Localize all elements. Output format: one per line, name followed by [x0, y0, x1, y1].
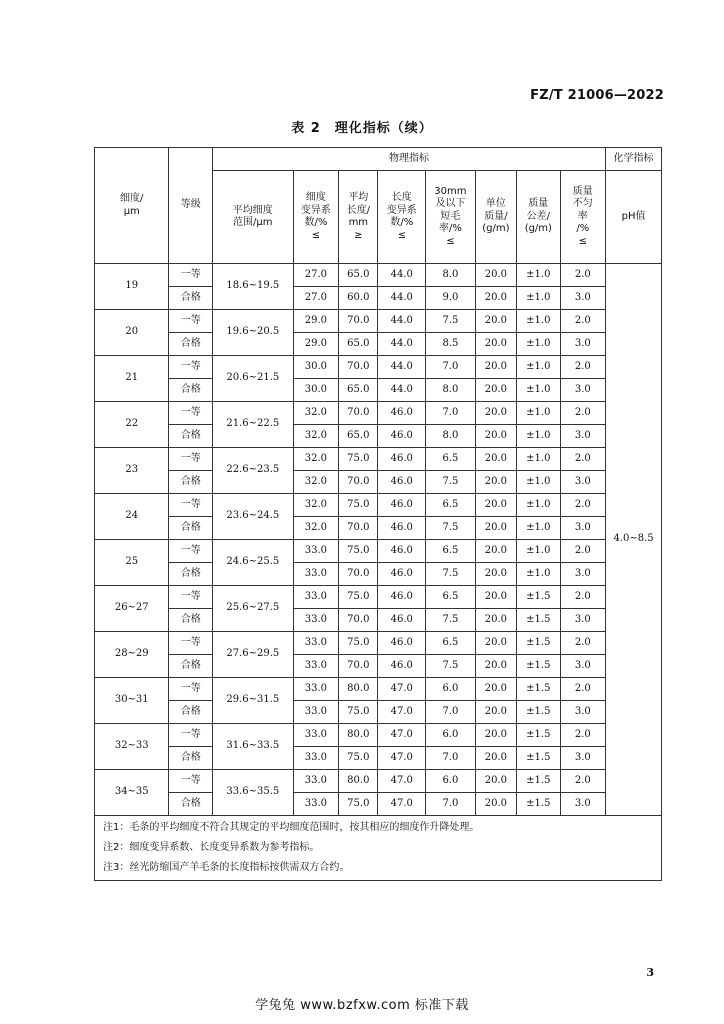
- cell-mass-unevenness: 2.0: [560, 540, 606, 563]
- cell-avg-fineness-range: 22.6~23.5: [212, 448, 293, 494]
- table-row: [95, 747, 662, 770]
- cell-unit-mass: 20.0: [475, 563, 516, 586]
- cell-mass-tolerance: ±1.5: [517, 632, 560, 655]
- table-row: [95, 540, 662, 563]
- cell-length-cv: 47.0: [378, 770, 426, 793]
- cell-short-fiber: 7.0: [426, 701, 476, 724]
- cell-short-fiber: 8.5: [426, 333, 476, 356]
- cell-mass-unevenness: 2.0: [560, 632, 606, 655]
- cell-unit-mass: 20.0: [475, 793, 516, 816]
- cell-fineness: 22: [95, 402, 169, 448]
- cell-mass-tolerance: ±1.0: [517, 379, 560, 402]
- cell-mass-unevenness: 3.0: [560, 471, 606, 494]
- table-row: [95, 770, 662, 793]
- cell-short-fiber: 7.0: [426, 793, 476, 816]
- cell-mass-unevenness: 2.0: [560, 264, 606, 287]
- cell-unit-mass: 20.0: [475, 264, 516, 287]
- cell-avg-length: 80.0: [339, 770, 378, 793]
- cell-fineness-cv: 27.0: [293, 287, 339, 310]
- note-2: 注2：细度变异系数、长度变异系数为参考指标。: [103, 842, 320, 853]
- cell-unit-mass: 20.0: [475, 655, 516, 678]
- cell-length-cv: 44.0: [378, 379, 426, 402]
- cell-avg-length: 75.0: [339, 448, 378, 471]
- cell-short-fiber: 7.0: [426, 747, 476, 770]
- cell-unit-mass: 20.0: [475, 632, 516, 655]
- cell-grade: 合格: [169, 471, 212, 494]
- cell-length-cv: 47.0: [378, 701, 426, 724]
- cell-unit-mass: 20.0: [475, 494, 516, 517]
- table-row: [95, 517, 662, 540]
- cell-avg-length: 65.0: [339, 333, 378, 356]
- cell-mass-tolerance: ±1.0: [517, 517, 560, 540]
- cell-fineness-cv: 32.0: [293, 425, 339, 448]
- table-row: [95, 563, 662, 586]
- cell-fineness-cv: 30.0: [293, 356, 339, 379]
- cell-length-cv: 46.0: [378, 655, 426, 678]
- cell-mass-unevenness: 3.0: [560, 379, 606, 402]
- cell-mass-tolerance: ±1.0: [517, 448, 560, 471]
- cell-avg-length: 70.0: [339, 356, 378, 379]
- col-header-unit-mass: 单位 质量/ (g/m): [475, 171, 516, 264]
- cell-mass-tolerance: ±1.5: [517, 770, 560, 793]
- table-body: [95, 264, 662, 816]
- table-title: 表 2 理化指标（续）: [291, 121, 433, 136]
- col-header-grade: 等级: [169, 148, 212, 264]
- cell-mass-tolerance: ±1.5: [517, 609, 560, 632]
- cell-mass-tolerance: ±1.0: [517, 425, 560, 448]
- cell-fineness-cv: 27.0: [293, 264, 339, 287]
- cell-fineness: 34~35: [95, 770, 169, 816]
- cell-fineness-cv: 33.0: [293, 747, 339, 770]
- cell-avg-fineness-range: 29.6~31.5: [212, 678, 293, 724]
- cell-mass-tolerance: ±1.0: [517, 333, 560, 356]
- cell-grade: 一等: [169, 540, 212, 563]
- cell-mass-tolerance: ±1.0: [517, 264, 560, 287]
- cell-grade: 一等: [169, 448, 212, 471]
- cell-length-cv: 47.0: [378, 747, 426, 770]
- group-header-physical: 物理指标: [212, 148, 605, 171]
- cell-length-cv: 46.0: [378, 425, 426, 448]
- cell-length-cv: 46.0: [378, 632, 426, 655]
- cell-avg-length: 65.0: [339, 264, 378, 287]
- col-header-length-cv: 长度 变异系 数/% ≤: [378, 171, 426, 264]
- table-row: [95, 701, 662, 724]
- table-row: [95, 586, 662, 609]
- cell-fineness-cv: 33.0: [293, 632, 339, 655]
- cell-grade: 一等: [169, 678, 212, 701]
- table-row: [95, 678, 662, 701]
- cell-unit-mass: 20.0: [475, 333, 516, 356]
- cell-avg-length: 75.0: [339, 494, 378, 517]
- table-row: [95, 402, 662, 425]
- table-row: [95, 310, 662, 333]
- table-notes: [95, 816, 662, 881]
- cell-mass-unevenness: 2.0: [560, 494, 606, 517]
- cell-mass-unevenness: 2.0: [560, 402, 606, 425]
- cell-length-cv: 46.0: [378, 540, 426, 563]
- cell-avg-length: 80.0: [339, 724, 378, 747]
- cell-short-fiber: 7.5: [426, 471, 476, 494]
- cell-short-fiber: 6.5: [426, 586, 476, 609]
- cell-length-cv: 47.0: [378, 793, 426, 816]
- physicochemical-table: [94, 147, 662, 881]
- cell-length-cv: 47.0: [378, 724, 426, 747]
- cell-avg-length: 70.0: [339, 310, 378, 333]
- cell-fineness: 23: [95, 448, 169, 494]
- cell-length-cv: 46.0: [378, 448, 426, 471]
- cell-grade: 一等: [169, 586, 212, 609]
- table-row: [95, 609, 662, 632]
- cell-length-cv: 44.0: [378, 264, 426, 287]
- cell-unit-mass: 20.0: [475, 310, 516, 333]
- cell-mass-unevenness: 2.0: [560, 724, 606, 747]
- cell-fineness: 19: [95, 264, 169, 310]
- cell-mass-unevenness: 2.0: [560, 356, 606, 379]
- cell-unit-mass: 20.0: [475, 402, 516, 425]
- cell-grade: 合格: [169, 517, 212, 540]
- table-row: [95, 448, 662, 471]
- cell-avg-fineness-range: 23.6~24.5: [212, 494, 293, 540]
- cell-avg-fineness-range: 20.6~21.5: [212, 356, 293, 402]
- cell-mass-tolerance: ±1.5: [517, 724, 560, 747]
- cell-grade: 合格: [169, 609, 212, 632]
- cell-mass-unevenness: 3.0: [560, 701, 606, 724]
- col-header-ph: pH值: [606, 171, 662, 264]
- table-row: [95, 655, 662, 678]
- cell-mass-unevenness: 3.0: [560, 333, 606, 356]
- cell-avg-length: 75.0: [339, 747, 378, 770]
- cell-avg-length: 80.0: [339, 678, 378, 701]
- cell-fineness-cv: 29.0: [293, 310, 339, 333]
- cell-unit-mass: 20.0: [475, 356, 516, 379]
- cell-fineness-cv: 33.0: [293, 655, 339, 678]
- cell-avg-length: 70.0: [339, 517, 378, 540]
- standard-code: FZ/T 21006—2022: [530, 88, 664, 103]
- cell-grade: 合格: [169, 747, 212, 770]
- table-row: [95, 724, 662, 747]
- cell-mass-tolerance: ±1.0: [517, 540, 560, 563]
- cell-fineness-cv: 29.0: [293, 333, 339, 356]
- cell-avg-fineness-range: 18.6~19.5: [212, 264, 293, 310]
- cell-grade: 合格: [169, 333, 212, 356]
- cell-grade: 合格: [169, 655, 212, 678]
- cell-grade: 合格: [169, 793, 212, 816]
- cell-avg-fineness-range: 25.6~27.5: [212, 586, 293, 632]
- cell-unit-mass: 20.0: [475, 770, 516, 793]
- col-header-short-fiber: 30mm 及以下 短毛 率/% ≤: [426, 171, 476, 264]
- cell-grade: 一等: [169, 310, 212, 333]
- cell-mass-unevenness: 3.0: [560, 747, 606, 770]
- cell-unit-mass: 20.0: [475, 724, 516, 747]
- cell-unit-mass: 20.0: [475, 586, 516, 609]
- cell-fineness-cv: 32.0: [293, 402, 339, 425]
- cell-avg-length: 70.0: [339, 655, 378, 678]
- cell-length-cv: 46.0: [378, 402, 426, 425]
- cell-mass-unevenness: 3.0: [560, 793, 606, 816]
- cell-avg-fineness-range: 33.6~35.5: [212, 770, 293, 816]
- cell-length-cv: 46.0: [378, 609, 426, 632]
- cell-fineness: 21: [95, 356, 169, 402]
- page-number: 3: [646, 966, 654, 979]
- cell-short-fiber: 8.0: [426, 425, 476, 448]
- cell-grade: 一等: [169, 632, 212, 655]
- cell-short-fiber: 6.5: [426, 632, 476, 655]
- cell-unit-mass: 20.0: [475, 540, 516, 563]
- cell-mass-unevenness: 3.0: [560, 517, 606, 540]
- footer-watermark: 学兔兔 www.bzfxw.com 标准下载: [255, 998, 469, 1013]
- cell-mass-tolerance: ±1.0: [517, 287, 560, 310]
- cell-mass-tolerance: ±1.5: [517, 678, 560, 701]
- cell-grade: 合格: [169, 425, 212, 448]
- cell-mass-unevenness: 2.0: [560, 448, 606, 471]
- cell-avg-length: 75.0: [339, 701, 378, 724]
- cell-grade: 合格: [169, 701, 212, 724]
- cell-short-fiber: 6.5: [426, 494, 476, 517]
- cell-short-fiber: 8.0: [426, 379, 476, 402]
- cell-mass-unevenness: 3.0: [560, 425, 606, 448]
- table-row: [95, 379, 662, 402]
- cell-length-cv: 44.0: [378, 356, 426, 379]
- cell-grade: 一等: [169, 356, 212, 379]
- cell-short-fiber: 7.5: [426, 517, 476, 540]
- table-row: [95, 333, 662, 356]
- cell-grade: 一等: [169, 402, 212, 425]
- table-row: [95, 494, 662, 517]
- cell-mass-unevenness: 3.0: [560, 655, 606, 678]
- cell-fineness: 32~33: [95, 724, 169, 770]
- cell-length-cv: 44.0: [378, 333, 426, 356]
- cell-mass-tolerance: ±1.0: [517, 494, 560, 517]
- cell-short-fiber: 6.0: [426, 770, 476, 793]
- cell-length-cv: 44.0: [378, 310, 426, 333]
- table-row: [95, 287, 662, 310]
- cell-fineness: 24: [95, 494, 169, 540]
- note-1: 注1：毛条的平均细度不符合其规定的平均细度范围时，按其相应的细度作升降处理。: [103, 822, 480, 833]
- cell-short-fiber: 6.0: [426, 724, 476, 747]
- cell-mass-unevenness: 2.0: [560, 678, 606, 701]
- table-row: [95, 793, 662, 816]
- cell-length-cv: 46.0: [378, 471, 426, 494]
- cell-avg-length: 70.0: [339, 471, 378, 494]
- cell-fineness-cv: 32.0: [293, 471, 339, 494]
- cell-fineness-cv: 33.0: [293, 609, 339, 632]
- cell-avg-length: 70.0: [339, 563, 378, 586]
- cell-grade: 一等: [169, 770, 212, 793]
- cell-mass-unevenness: 3.0: [560, 563, 606, 586]
- cell-fineness-cv: 33.0: [293, 563, 339, 586]
- cell-avg-length: 70.0: [339, 609, 378, 632]
- cell-length-cv: 44.0: [378, 287, 426, 310]
- cell-avg-fineness-range: 31.6~33.5: [212, 724, 293, 770]
- cell-grade: 合格: [169, 563, 212, 586]
- cell-short-fiber: 9.0: [426, 287, 476, 310]
- cell-fineness-cv: 32.0: [293, 517, 339, 540]
- col-header-avg-length: 平均 长度/ mm ≥: [339, 171, 378, 264]
- cell-fineness-cv: 30.0: [293, 379, 339, 402]
- table-row: [95, 471, 662, 494]
- cell-fineness-cv: 33.0: [293, 701, 339, 724]
- cell-unit-mass: 20.0: [475, 701, 516, 724]
- cell-fineness: 30~31: [95, 678, 169, 724]
- cell-mass-unevenness: 2.0: [560, 310, 606, 333]
- cell-mass-tolerance: ±1.0: [517, 563, 560, 586]
- cell-length-cv: 46.0: [378, 586, 426, 609]
- cell-mass-unevenness: 2.0: [560, 586, 606, 609]
- cell-mass-unevenness: 2.0: [560, 770, 606, 793]
- cell-short-fiber: 7.5: [426, 609, 476, 632]
- table-row: [95, 264, 662, 287]
- cell-unit-mass: 20.0: [475, 379, 516, 402]
- cell-mass-tolerance: ±1.0: [517, 356, 560, 379]
- cell-unit-mass: 20.0: [475, 609, 516, 632]
- cell-short-fiber: 7.5: [426, 310, 476, 333]
- cell-mass-unevenness: 3.0: [560, 287, 606, 310]
- cell-avg-length: 65.0: [339, 379, 378, 402]
- cell-unit-mass: 20.0: [475, 287, 516, 310]
- cell-grade: 合格: [169, 287, 212, 310]
- col-header-fineness: 细度/ μm: [95, 148, 169, 264]
- cell-short-fiber: 7.5: [426, 563, 476, 586]
- cell-grade: 一等: [169, 264, 212, 287]
- cell-length-cv: 46.0: [378, 563, 426, 586]
- cell-grade: 一等: [169, 494, 212, 517]
- cell-unit-mass: 20.0: [475, 425, 516, 448]
- cell-grade: 合格: [169, 379, 212, 402]
- cell-short-fiber: 8.0: [426, 264, 476, 287]
- cell-unit-mass: 20.0: [475, 678, 516, 701]
- cell-short-fiber: 6.5: [426, 448, 476, 471]
- note-3: 注3：丝光防缩国产羊毛条的长度指标按供需双方合约。: [103, 862, 350, 873]
- cell-avg-length: 70.0: [339, 402, 378, 425]
- cell-mass-tolerance: ±1.0: [517, 402, 560, 425]
- cell-short-fiber: 7.0: [426, 356, 476, 379]
- cell-fineness: 28~29: [95, 632, 169, 678]
- table-row: [95, 632, 662, 655]
- cell-fineness-cv: 33.0: [293, 540, 339, 563]
- cell-avg-length: 75.0: [339, 793, 378, 816]
- cell-fineness-cv: 33.0: [293, 724, 339, 747]
- cell-avg-fineness-range: 24.6~25.5: [212, 540, 293, 586]
- group-header-chemical: 化学指标: [606, 148, 662, 171]
- cell-fineness-cv: 33.0: [293, 793, 339, 816]
- cell-fineness-cv: 33.0: [293, 586, 339, 609]
- cell-mass-unevenness: 3.0: [560, 609, 606, 632]
- col-header-fineness-cv: 细度 变异系 数/% ≤: [293, 171, 339, 264]
- cell-fineness-cv: 32.0: [293, 448, 339, 471]
- cell-avg-fineness-range: 19.6~20.5: [212, 310, 293, 356]
- cell-length-cv: 46.0: [378, 517, 426, 540]
- col-header-mass-tolerance: 质量 公差/ (g/m): [517, 171, 560, 264]
- col-header-mass-unevenness: 质量 不匀 率 /% ≤: [560, 171, 606, 264]
- cell-mass-tolerance: ±1.0: [517, 310, 560, 333]
- cell-avg-length: 75.0: [339, 632, 378, 655]
- col-header-avg-fineness-range: 平均细度 范围/μm: [212, 171, 293, 264]
- table-row: [95, 425, 662, 448]
- cell-mass-tolerance: ±1.5: [517, 747, 560, 770]
- cell-short-fiber: 6.5: [426, 540, 476, 563]
- cell-fineness-cv: 32.0: [293, 494, 339, 517]
- cell-short-fiber: 6.0: [426, 678, 476, 701]
- cell-avg-length: 60.0: [339, 287, 378, 310]
- cell-mass-tolerance: ±1.5: [517, 586, 560, 609]
- cell-length-cv: 47.0: [378, 678, 426, 701]
- cell-fineness: 20: [95, 310, 169, 356]
- cell-short-fiber: 7.0: [426, 402, 476, 425]
- cell-unit-mass: 20.0: [475, 747, 516, 770]
- cell-mass-tolerance: ±1.5: [517, 655, 560, 678]
- cell-grade: 一等: [169, 724, 212, 747]
- cell-avg-fineness-range: 21.6~22.5: [212, 402, 293, 448]
- cell-fineness-cv: 33.0: [293, 678, 339, 701]
- cell-avg-length: 65.0: [339, 425, 378, 448]
- cell-ph-value: 4.0~8.5: [606, 264, 662, 816]
- cell-fineness: 26~27: [95, 586, 169, 632]
- cell-mass-tolerance: ±1.5: [517, 701, 560, 724]
- table-row: [95, 356, 662, 379]
- cell-fineness-cv: 33.0: [293, 770, 339, 793]
- cell-mass-tolerance: ±1.5: [517, 793, 560, 816]
- cell-unit-mass: 20.0: [475, 448, 516, 471]
- cell-avg-length: 75.0: [339, 586, 378, 609]
- cell-unit-mass: 20.0: [475, 471, 516, 494]
- cell-unit-mass: 20.0: [475, 517, 516, 540]
- cell-length-cv: 46.0: [378, 494, 426, 517]
- cell-fineness: 25: [95, 540, 169, 586]
- cell-short-fiber: 7.5: [426, 655, 476, 678]
- cell-avg-fineness-range: 27.6~29.5: [212, 632, 293, 678]
- cell-mass-tolerance: ±1.0: [517, 471, 560, 494]
- cell-avg-length: 75.0: [339, 540, 378, 563]
